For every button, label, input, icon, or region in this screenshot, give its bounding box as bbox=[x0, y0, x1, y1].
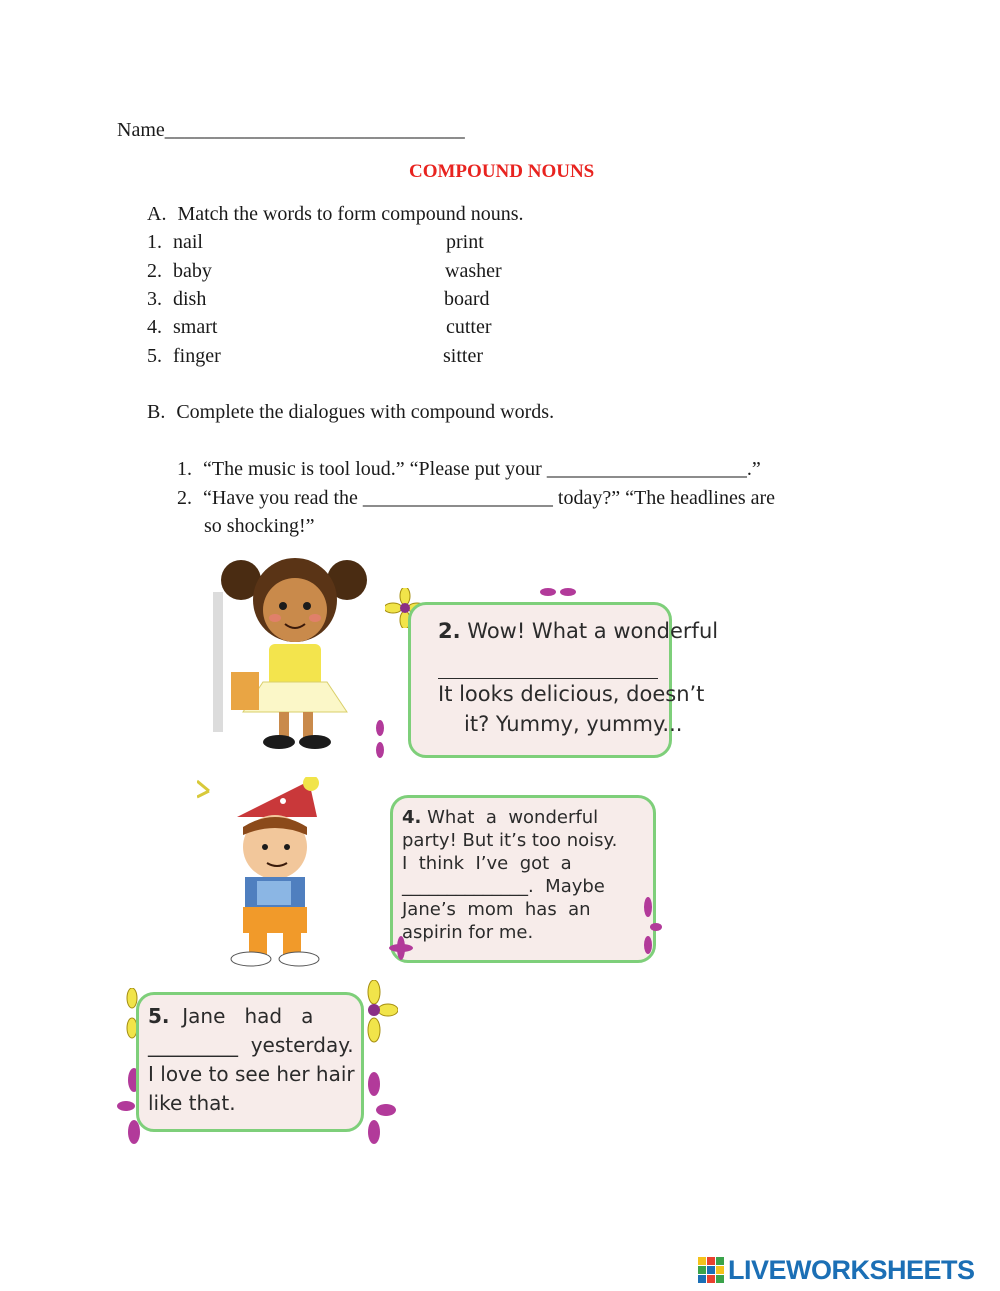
left-word: dish bbox=[173, 288, 207, 310]
row-number: 2. bbox=[147, 260, 162, 282]
match-row bbox=[147, 344, 221, 368]
name-line: ______________________________ bbox=[164, 119, 465, 141]
right-word: sitter bbox=[443, 345, 483, 367]
logo-icon bbox=[698, 1257, 724, 1283]
bubble-5-text bbox=[148, 1002, 355, 1118]
bubble-line: Jane’s mom has an bbox=[402, 899, 591, 920]
right-word: print bbox=[446, 231, 484, 253]
item-number: 1. bbox=[177, 458, 192, 480]
bubble-line: like that. bbox=[148, 1091, 236, 1115]
match-row bbox=[147, 287, 206, 311]
bubble-number: 4. bbox=[402, 807, 422, 828]
bubble-line: ______________. Maybe bbox=[402, 876, 605, 897]
boy-illustration bbox=[197, 777, 352, 967]
match-row bbox=[147, 230, 203, 254]
section-a-text: Match the words to form compound nouns. bbox=[177, 203, 524, 225]
dialogue-line: “The music is tool loud.” “Please put your ____________________.” bbox=[203, 458, 761, 480]
bubble-line: Jane had a bbox=[182, 1004, 314, 1028]
name-field bbox=[117, 118, 465, 142]
left-word: nail bbox=[173, 231, 203, 253]
section-b-letter: B. bbox=[147, 401, 166, 423]
match-row bbox=[147, 315, 217, 339]
dialogue-line: “Have you read the ___________________ today?” “The headlines are bbox=[203, 487, 776, 509]
bubble-line: Wow! What a wonderful bbox=[467, 619, 719, 643]
dialogue-line-continued: so shocking!” bbox=[204, 515, 315, 537]
bubble-line: aspirin for me. bbox=[402, 922, 534, 943]
bubble-line: party! But it’s too noisy. bbox=[402, 830, 618, 851]
bubble-line: it? Yummy, yummy... bbox=[464, 712, 683, 736]
left-word: finger bbox=[173, 345, 221, 367]
bubble-number: 5. bbox=[148, 1004, 170, 1028]
answer-blank[interactable] bbox=[438, 646, 658, 679]
row-number: 4. bbox=[147, 316, 162, 338]
bubble-number: 2. bbox=[438, 619, 461, 643]
name-label: Name bbox=[117, 119, 165, 141]
right-word: board bbox=[444, 288, 490, 310]
section-b-text: Complete the dialogues with compound words. bbox=[176, 401, 555, 423]
right-word: washer bbox=[445, 260, 502, 282]
girl-illustration bbox=[213, 552, 381, 760]
bubble-line: _________ yesterday. bbox=[148, 1033, 354, 1057]
section-a-heading bbox=[147, 202, 524, 226]
bubble-2-text bbox=[438, 616, 718, 739]
dialogue-item bbox=[177, 457, 761, 481]
left-word: smart bbox=[173, 316, 218, 338]
bubble-line: I love to see her hair bbox=[148, 1062, 355, 1086]
row-number: 3. bbox=[147, 288, 162, 310]
dialogue-item bbox=[177, 486, 775, 510]
bubble-4-text bbox=[402, 806, 628, 944]
page-title: COMPOUND NOUNS bbox=[409, 161, 595, 182]
row-number: 1. bbox=[147, 231, 162, 253]
liveworksheets-logo bbox=[698, 1256, 975, 1284]
logo-text: LIVEWORKSHEETS bbox=[728, 1254, 975, 1285]
section-a-letter: A. bbox=[147, 203, 167, 225]
right-word: cutter bbox=[446, 316, 492, 338]
section-b-heading bbox=[147, 400, 554, 424]
left-word: baby bbox=[173, 260, 212, 282]
match-row bbox=[147, 259, 212, 283]
row-number: 5. bbox=[147, 345, 162, 367]
bubble-line: It looks delicious, doesn’t bbox=[438, 682, 705, 706]
bubble-line: I think I’ve got a bbox=[402, 853, 572, 874]
flower-icon bbox=[369, 720, 391, 764]
bubble-line: What a wonderful bbox=[427, 807, 599, 828]
item-number: 2. bbox=[177, 487, 192, 509]
